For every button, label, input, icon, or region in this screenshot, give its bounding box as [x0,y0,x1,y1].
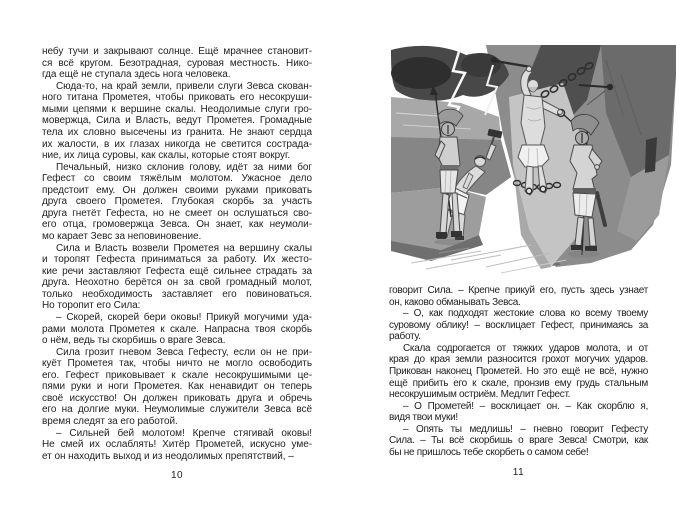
text-line: друга. Неохотно берётся он за свой громадный молот, [42,277,312,289]
text-line: ного титана Прометея, чтобы приковать его несокруши- [42,92,312,104]
text-line: работу. [389,331,421,343]
text-line: мыми цепями к вершине скалы. Неодолимые слуги гро- [42,103,312,115]
text-line: предстоит ему. Он должен своими руками приковать [42,184,312,196]
text-line: его. Гефест приковывает к скале несокрушимыми це- [42,369,312,381]
text-line: его отца, громовержца Зевса. Он знает, как неумоли- [42,219,312,231]
text-line: друга своего Прометея. Глубокая скорбь за участь [42,196,312,208]
text-line: – О Прометей! – восклицает он. – Как скорблю я, [403,400,648,412]
right-page-text [389,285,648,458]
text-line: видя твои муки! [389,412,458,424]
text-line: его на долгие муки. Неумолимые служители Зевса всё [42,404,312,416]
book-illustration [391,45,677,277]
text-line: – Сильней бей молотом! Крепче стягивай оковы! [56,427,312,439]
text-line: Гефест со своим тяжёлым молотом. Ужасное дело [42,173,312,185]
text-line: друга гнетёт Гефеста, но не смеет он ослушаться сво- [42,207,312,219]
page-number-left: 10 [170,470,184,481]
text-line: пями руки и ноги Прометея. Как ненавидит он теперь [42,381,312,393]
text-line: ние, их лица суровы, как скалы, которые стоят вокруг. [42,150,291,162]
text-line: ещё прибить его к скале, пронзив ему грудь стальным [389,377,648,389]
text-line: бы не пришлось тебе скорбеть о самом себе! [389,446,589,458]
text-line: рами молота Прометея к скале. Напрасна твоя скорбь [42,323,312,335]
text-line: и торопят Гефеста приниматься за работу. Их жесто- [42,254,312,266]
text-line: – Опять ты медлишь! – гневно говорит Гефесту [403,423,648,435]
text-line: края до края земли разносится грохот могучих ударов. [389,354,648,366]
text-line: несокрушимым остриём. Медлит Гефест. [389,389,571,401]
text-line: ет он находить выход и из неодолимых препятствий, – [42,450,294,462]
text-line: Сила. – Ты всё скорбишь о враге Зевса! Смотри, как [389,435,648,447]
text-line: небу тучи и закрывают солнце. Ещё мрачнее становит- [42,46,312,57]
text-line: говорит Сила. – Крепче прикуй его, пусть здесь узнает [389,285,648,296]
text-line: мо карает Зевс за неповиновение. [42,231,202,242]
text-line: мовержца, Сила и Власть, ведут Прометея. Громадные [42,115,312,127]
page-number-right: 11 [512,467,525,478]
text-line: Но торопит его Сила: [42,300,141,312]
text-line: – Скорей, скорей бери оковы! Прикуй могучими уда- [56,311,312,323]
text-line: Не смей их ослаблять! Хитёр Прометей, искусно уме- [42,439,312,451]
text-line: ся всё кругом. Безотрадная, суровая местность. Нико- [42,57,312,69]
text-line: он, каково обманывать Зевса. [389,296,521,308]
text-line: Сила и Власть возвели Прометея на вершину скалы [56,242,312,254]
text-line: Прикован наконец Прометей. Но это ещё не всё, нужно [389,365,648,377]
text-line: Сила грозит гневом Зевса Гефесту, если он не при- [56,346,312,358]
text-line: кие речи заставляют Гефеста ещё сильнее страдать за [42,265,312,277]
text-line: только необходимость заставляет его повиноваться. [42,288,312,300]
text-line: Печальный, низко склонив голову, идёт за ними бог [56,161,312,173]
text-line: время следят за его работой. [42,416,178,427]
text-line: своё искусство! Он должен приковать друга и обречь [42,392,312,404]
text-line: суровому облику! – восклицает Гефест, принимаясь за [389,319,648,331]
prometheus-illustration-svg [391,45,677,277]
text-line: – О, как подходят жестокие слова ко всему твоему [403,308,648,320]
text-line: их жалости, в их глазах никогда не светится сострада- [42,138,312,150]
text-line: гда ещё не ступала здесь нога человека. [42,69,231,81]
text-line: тела их словно высечены из гранита. Не знают сердца [42,126,312,138]
left-page-text [42,46,312,462]
text-line: Сюда-то, на край земли, привели слуги Зевса скован- [56,80,312,92]
text-line: Скала содрогается от тяжких ударов молота, и от [403,342,648,354]
text-line: о нём, ведь ты скорбишь о враге Зевса. [42,335,226,347]
text-line: куёт Прометея так, чтобы ничто не могло освободить [42,358,312,370]
